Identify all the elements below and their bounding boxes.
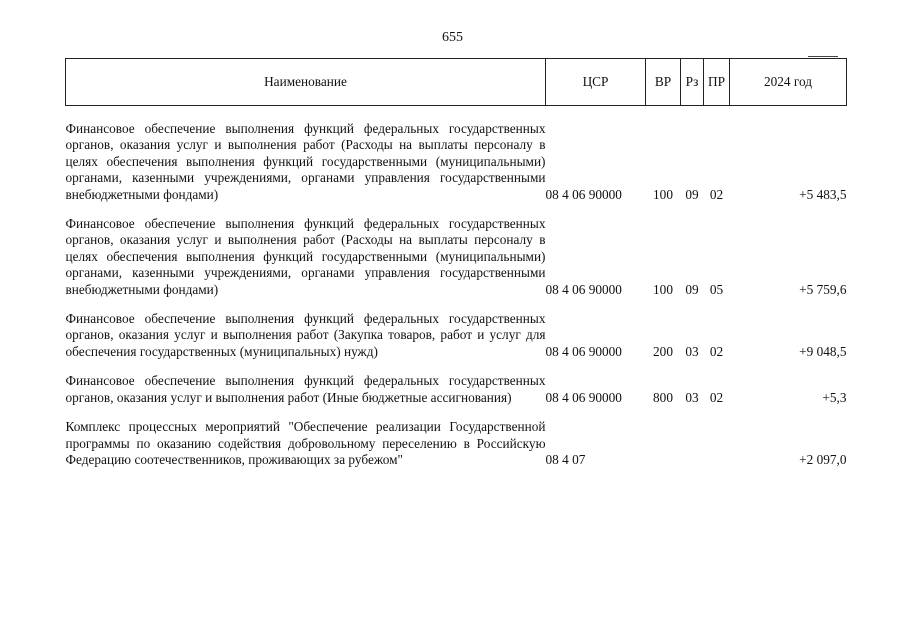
row-name: Финансовое обеспечение выполнения функций федеральных государственных органов, оказания услуг и выполнения работ (Расходы на выплаты персоналу в целях обеспечения выполнения функций государственными (муниципальными) органами, казенными учреждениями, органами управления государственными внебюджетными фондами) [65,216,546,297]
row-amount: +5 759,6 [799,281,847,297]
row-csr: 08 4 06 90000 [545,281,622,297]
row-amount: +5 483,5 [799,186,847,202]
row-amount: +9 048,5 [799,343,847,359]
row-name: Финансовое обеспечение выполнения функций федеральных государственных органов, оказания услуг и выполнения работ (Иные бюджетные ассигнования) [65,373,546,405]
header-rz: Рз [681,59,704,106]
row-csr: 08 4 06 90000 [545,343,622,359]
table-row [66,419,847,468]
row-rz: 09 [685,281,699,297]
row-vr: 800 [653,389,673,405]
row-amount: +2 097,0 [799,451,847,467]
row-csr: 08 4 07 [545,451,586,467]
row-csr: 08 4 06 90000 [545,186,622,202]
table-row [66,373,847,406]
row-name: Финансовое обеспечение выполнения функций федеральных государственных органов, оказания услуг и выполнения работ (Закупка товаров, работ и услуг для обеспечения государственных (муниципальных) нужд) [65,311,546,359]
row-pr: 05 [709,281,724,297]
header-year: 2024 год [730,59,847,106]
table-row [66,311,847,360]
row-rz: 09 [685,186,699,202]
row-name: Финансовое обеспечение выполнения функций федеральных государственных органов, оказания услуг и выполнения работ (Расходы на выплаты персоналу в целях обеспечения выполнения функций государственными (муниципальными) органами, казенными учреждениями, органами управления государственными внебюджетными фондами) [65,121,546,202]
table-row [66,216,847,298]
row-pr: 02 [709,343,724,359]
row-name: Комплекс процессных мероприятий "Обеспечение реализации Государственной программы по оказанию содействия добровольному переселению в Российскую Федерацию соотечественников, проживающих за рубежом" [65,419,546,467]
row-csr: 08 4 06 90000 [545,389,622,405]
header-name: Наименование [66,59,546,106]
row-pr: 02 [709,389,724,405]
table-row [66,121,847,203]
row-vr: 200 [653,343,673,359]
header-rule-mark [808,56,838,57]
row-vr: 100 [653,281,673,297]
row-vr: 100 [653,186,673,202]
row-vr [646,419,681,468]
header-pr: ПР [704,59,730,106]
row-pr [704,419,730,468]
page-number: 655 [442,30,463,45]
row-amount: +5,3 [822,389,847,405]
row-pr: 02 [709,186,724,202]
row-rz [681,419,704,468]
header-csr: ЦСР [546,59,646,106]
table-body [66,106,847,469]
row-rz: 03 [685,389,699,405]
table-header [66,59,847,106]
budget-table [65,58,847,468]
header-vr: ВР [646,59,681,106]
row-rz: 03 [685,343,699,359]
